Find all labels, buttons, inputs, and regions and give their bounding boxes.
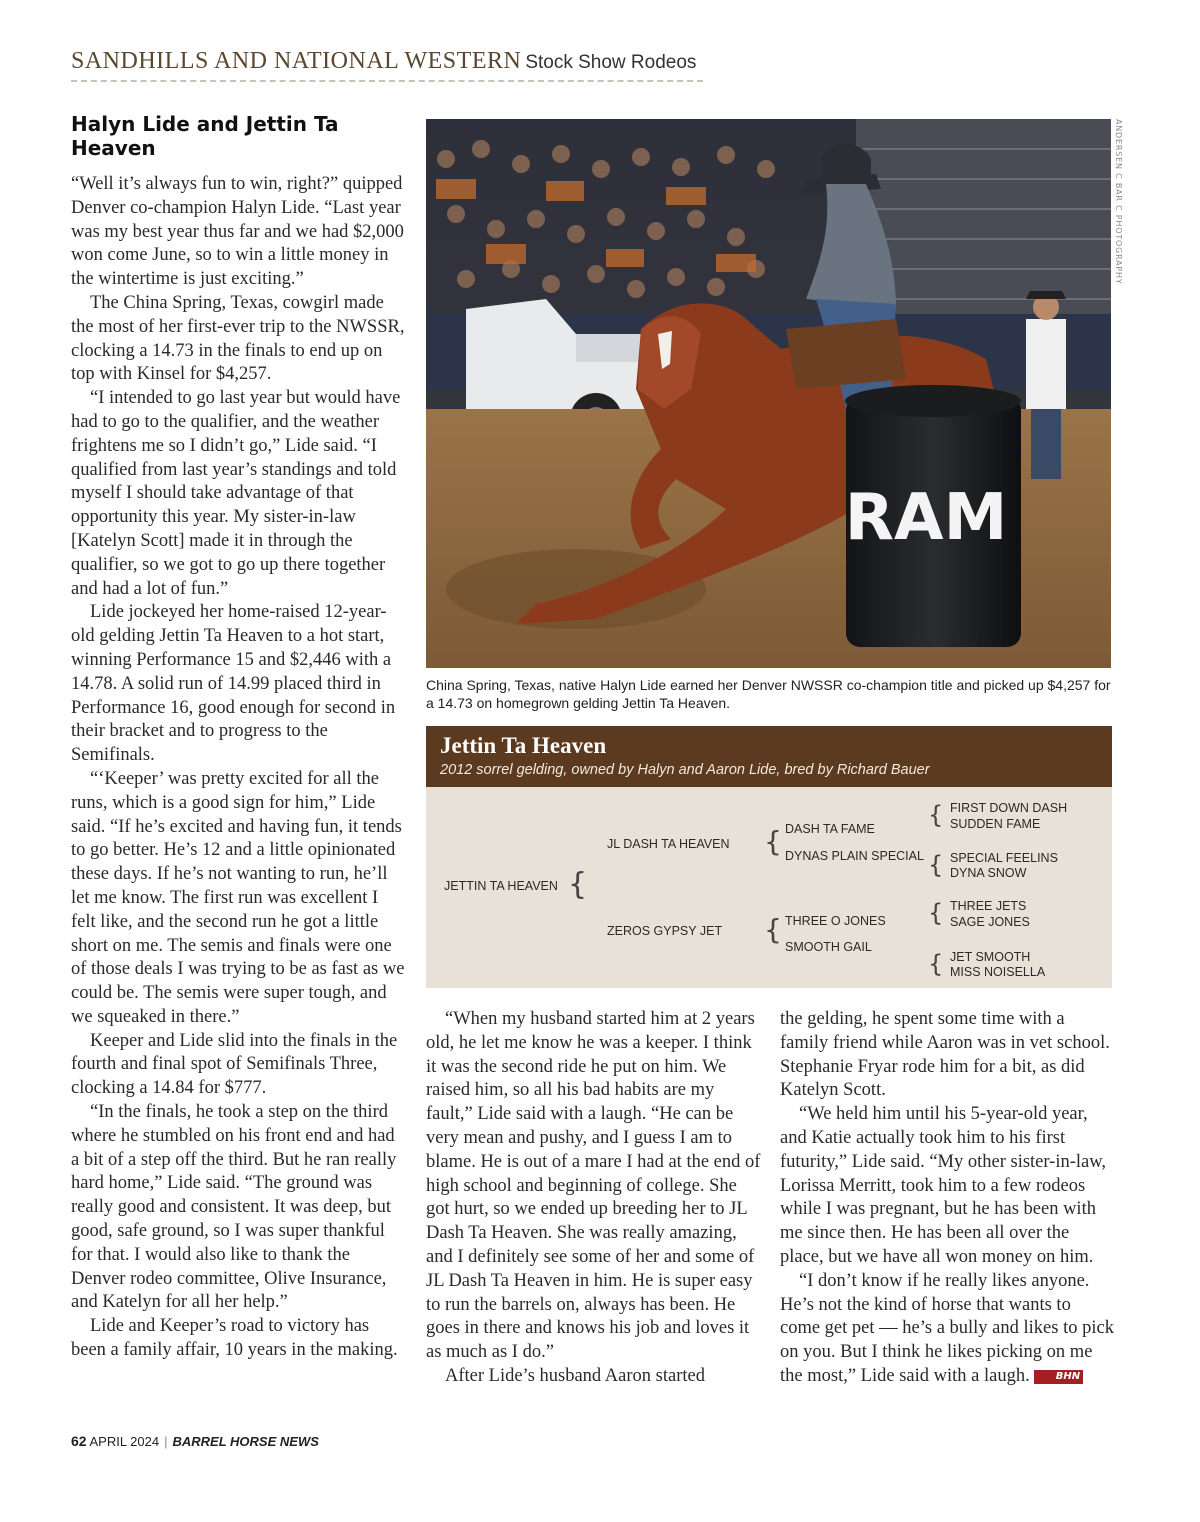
paragraph-text: “I don’t know if he really likes anyone. He’s not the kind of horse that wants to come get pet — he’s a bully and likes to pick on you. But I think he likes picking on me the most,” Lide said with a laugh. [780, 1270, 1114, 1386]
paragraph: “‘Keeper’ was pretty excited for all the runs, which is a good sign for him,” Lide said. “If he’s excited and having fun, it tends to go better. He’s 12 and a little opinionated these days. If he’s not wanting to run, he’ll let me know. The first run was excellent I felt like, and the second run he got a little short on me. The semis and finals were one of those deals I was trying to be as fast as we could be. The semis were super tough, and we squeaked in there.” [71, 768, 405, 1027]
paragraph: “Well it’s always fun to win, right?” quipped Denver co-champion Halyn Lide. “Last year was my best year thus far and we had $2,000 won come June, so to win a little money in the wintertime is just exciting.” [71, 174, 404, 290]
pedigree-dam-dam: SMOOTH GAIL [785, 940, 872, 954]
paragraph: The China Spring, Texas, cowgirl made the most of her first-ever trip to the NWSSR, clocking a 14.73 in the finals to end up on top with Kinsel for $4,257. [71, 292, 405, 385]
paragraph: “In the finals, he took a step on the third where he stumbled on his front end and had a bit of a step off the third. But he ran really hard home,” Lide said. “The ground was really good and consistent. It was deep, but good, safe ground, so I was super thankful for that. I would also like to thank the Denver rodeo committee, Olive Insurance, and Katelyn for all her help.” [71, 1102, 397, 1313]
article-column-2 [426, 1008, 762, 1389]
section-title: SANDHILLS AND NATIONAL WESTERN [71, 48, 522, 74]
brace-icon: { [928, 950, 944, 978]
brace-icon: { [764, 913, 782, 946]
pedigree-box [426, 726, 1112, 988]
brace-icon: { [764, 825, 782, 858]
bhn-end-mark-icon: BHN [1034, 1370, 1083, 1384]
paragraph: “We held him until his 5-year-old year, and Katie actually took him to his first futurity,” Lide said. “My other sister-in-law, Lorissa Merritt, took him to a few rodeos while I was pregnant, but he has been with me since then. He has been all over the place, but we have all won money on him. [780, 1104, 1107, 1267]
pedigree-g3: FIRST DOWN DASH [950, 801, 1068, 815]
pedigree-g3: SAGE JONES [950, 915, 1030, 929]
brace-icon: { [568, 867, 588, 902]
pedigree-g3: SUDDEN FAME [950, 817, 1041, 831]
pedigree-g3: MISS NOISELLA [950, 965, 1046, 979]
pedigree-title: Jettin Ta Heaven [440, 733, 607, 758]
article-headline: Halyn Lide and Jettin Ta Heaven [71, 112, 339, 160]
pedigree-header [426, 726, 1112, 787]
brace-icon: { [928, 899, 944, 927]
issue-date: APRIL 2024 [89, 1434, 160, 1449]
pedigree-horse: JETTIN TA HEAVEN [444, 879, 558, 893]
paragraph: the gelding, he spent some time with a family friend while Aaron was in vet school. Stephanie Fryar rode him for a bit, as did Katelyn Scott. [780, 1009, 1110, 1101]
paragraph: Lide jockeyed her home-raised 12-year-old gelding Jettin Ta Heaven to a hot start, winning Performance 15 and $2,446 with a 14.78. A solid run of 14.99 placed third in Performance 16, good enough for second in their bracket and to progress to the Semifinals. [71, 602, 396, 766]
footer-divider: | [164, 1434, 168, 1449]
brace-icon: { [928, 801, 944, 829]
article-column-1 [71, 112, 405, 1363]
section-header [71, 48, 703, 82]
pedigree-g3: SPECIAL FEELINS [950, 851, 1058, 865]
paragraph: “I intended to go last year but would have had to go to the qualifier, and the weather frightens me so I didn’t go,” Lide said. “I qualified from last year’s standings and told myself I should take advantage of that opportunity this year. My sister-in-law [Katelyn Scott] made it in through the qualifier, so we got to go up there together and had a lot of fun.” [71, 388, 401, 599]
pedigree-sire: JL DASH TA HEAVEN [607, 837, 730, 851]
page-footer [71, 1433, 319, 1449]
photo-caption: China Spring, Texas, native Halyn Lide earned her Denver NWSSR co-champion title and picked up $4,257 for a 14.73 on homegrown gelding Jettin Ta Heaven. [426, 677, 1111, 711]
barrel-lettering: RAM [844, 481, 1008, 555]
pedigree-g3: DYNA SNOW [950, 866, 1027, 880]
section-subtitle: Stock Show Rodeos [525, 52, 697, 73]
page-number: 62 [71, 1433, 87, 1449]
photo-credit: ANDERSEN C BAR C PHOTOGRAPHY [1114, 119, 1123, 285]
paragraph [780, 1270, 1114, 1389]
pedigree-sire-dam: DYNAS PLAIN SPECIAL [785, 849, 924, 863]
pedigree-subtitle: 2012 sorrel gelding, owned by Halyn and Aaron Lide, bred by Richard Bauer [440, 762, 930, 778]
barrel-racing-illustration [426, 119, 1111, 668]
pedigree-sire-sire: DASH TA FAME [785, 822, 875, 836]
pedigree-g3: THREE JETS [950, 899, 1027, 913]
paragraph: Keeper and Lide slid into the finals in the fourth and final spot of Semifinals Three, clocking a 14.84 for $777. [71, 1030, 398, 1099]
pedigree-g3: JET SMOOTH [950, 950, 1031, 964]
pedigree-dam-sire: THREE O JONES [785, 914, 886, 928]
paragraph: Lide and Keeper’s road to victory has been a family affair, 10 years in the making. [71, 1316, 398, 1361]
brace-icon: { [928, 851, 944, 879]
pedigree-dam: ZEROS GYPSY JET [607, 924, 723, 938]
paragraph: After Lide’s husband Aaron started [445, 1365, 705, 1386]
rodeo-photo [426, 119, 1111, 668]
publication-name: BARREL HORSE NEWS [172, 1434, 319, 1449]
article-column-3 [780, 1008, 1114, 1389]
paragraph: “When my husband started him at 2 years old, he let me know he was a keeper. I think it was the second ride he put on him. We raised him, so all his bad habits are my fault,” Lide said with a laugh. “He can be very mean and pushy, and I guess I am to blame. He is out of a mare I had at the end of high school and beginning of college. She got hurt, so we ended up breeding her to JL Dash Ta Heaven. She was really amazing, and I definitely see some of her and some of JL Dash Ta Heaven in him. He is super easy to run the barrels on, always has been. He goes in there and knows his job and loves it as much as I do.” [426, 1009, 761, 1363]
